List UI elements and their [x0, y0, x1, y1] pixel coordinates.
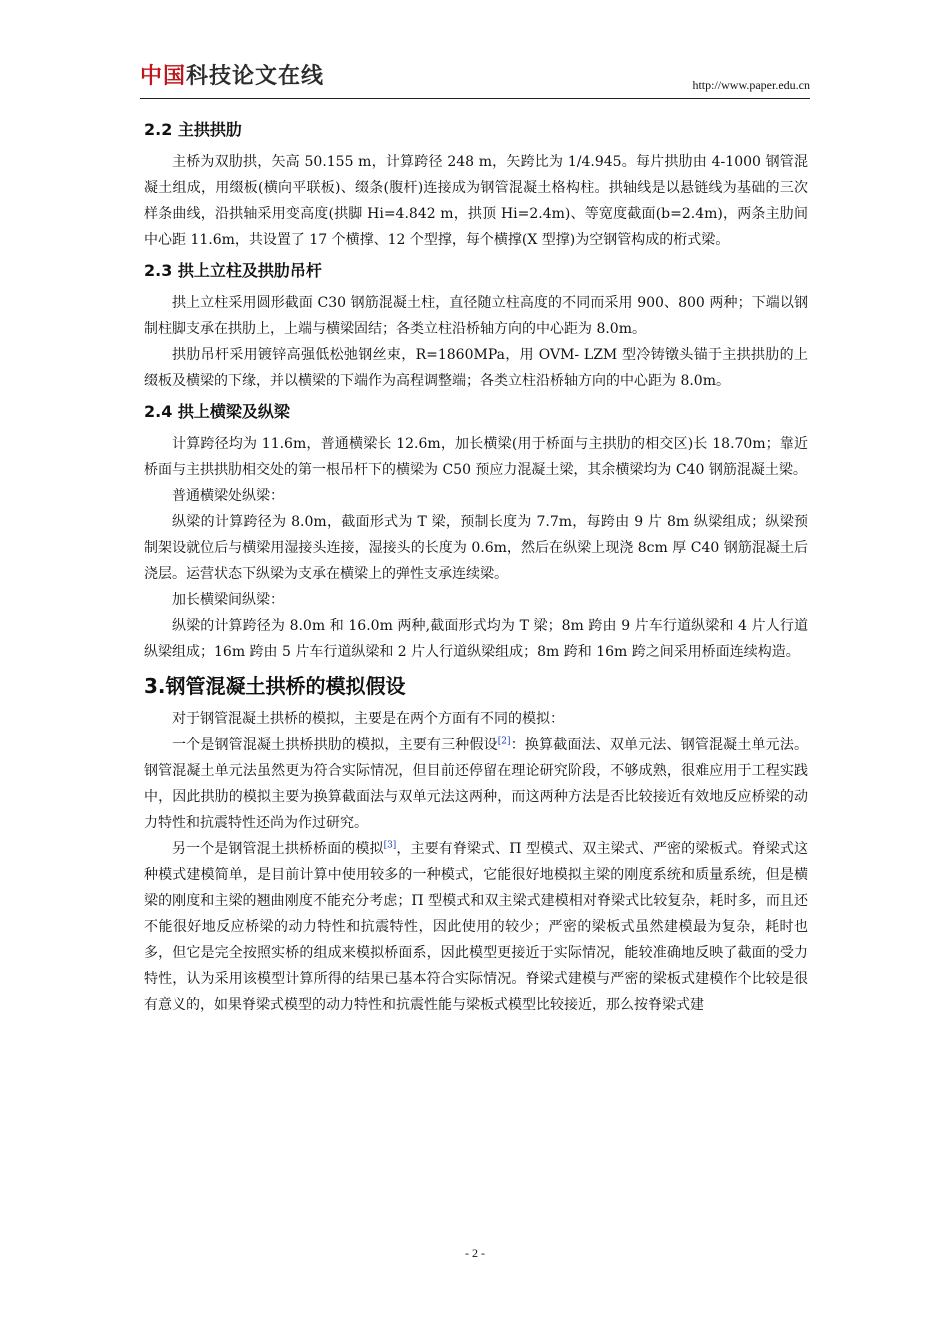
paragraph: 主桥为双肋拱，矢高 50.155 m，计算跨径 248 m，矢跨比为 1/4.945。每片拱肋由 4-1000 钢管混凝土组成，用缀板(横向平联板)、缀条(腹杆)连接成为钢管混凝土格构柱。拱轴线是以悬链线为基础的三次样条曲线，沿拱轴采用变高度(拱脚 Hi=4.842 m，拱顶 Hi=2.4m)、等宽度截面(b=2.4m)，两条主肋间中心距 11.6m，共设置了 17 个横撑、12 个型撑，每个横撑(X 型撑)为空钢管构成的桁式梁。	[144, 154, 808, 248]
logo-red-text: 中国	[140, 64, 187, 89]
section-heading-2-4: 2.4 拱上横梁及纵梁	[144, 402, 290, 421]
logo-dark-text: 科技论文在线	[186, 64, 325, 89]
paragraph-text: ：换算截面法、双单元法、钢管混凝土单元法。钢管混凝土单元法虽然更为符合实际情况，但目前还停留在理论研究阶段，不够成熟，很难应用于工程实践中，因此拱肋的模拟主要为换算截面法与双单元法这两种，而这两种方法是否比较接近有效地反应桥梁的动力特性和抗震特性还尚为作过研究。	[144, 737, 809, 831]
citation-ref-3[interactable]: [3]	[383, 840, 397, 851]
header-divider	[140, 98, 810, 99]
paragraph: 加长横梁间纵梁：	[172, 592, 284, 608]
citation-ref-2[interactable]: [2]	[497, 736, 511, 747]
paragraph: 纵梁的计算跨径为 8.0m，截面形式为 T 梁，预制长度为 7.7m，每跨由 9 片 8m 纵梁组成；纵梁预制架设就位后与横梁用湿接头连接，湿接头的长度为 0.6m，然后在纵梁上现浇 8cm 厚 C40 钢筋混凝土后浇层。运营状态下纵梁为支承在横梁上的弹性支承连续梁。	[144, 514, 808, 582]
section-heading-2-3: 2.3 拱上立柱及拱肋吊杆	[144, 261, 322, 280]
header-url[interactable]: http://www.paper.edu.cn	[692, 78, 810, 92]
section-heading-2-2: 2.2 主拱拱肋	[144, 120, 242, 139]
paragraph-text: ，主要有脊梁式、Π 型模式、双主梁式、严密的梁板式。脊梁式这种模式建模简单，是目前计算中使用较多的一种模式，它能很好地模拟主梁的刚度系统和质量系统，但是横梁的刚度和主梁的翘曲刚度不能充分考虑；Π 型模式和双主梁式建模相对脊梁式比较复杂，耗时多，而且还不能很好地反应桥梁的动力特性和抗震特性，因此使用的较少；严密的梁板式虽然建模最为复杂，耗时也多，但它是完全按照实桥的组成来模拟桥面系，因此模型更接近于实际情况，能较准确地反映了截面的受力特性，认为采用该模型计算所得的结果已基本符合实际情况。脊梁式建模与严密的梁板式建模作个比较是很有意义的，如果脊梁式模型的动力特性和抗震性能与梁板式模型比较接近，那么按脊梁式建	[144, 841, 808, 1013]
paragraph-text: 另一个是钢管混土拱桥桥面的模拟	[172, 841, 384, 857]
page-header	[140, 62, 810, 96]
paragraph: 拱肋吊杆采用镀锌高强低松弛钢丝束，R=1860MPa，用 OVM- LZM 型冷铸镦头锚于主拱拱肋的上缀板及横梁的下缘，并以横梁的下端作为高程调整端；各类立柱沿桥轴方向的中心距为 8.0m。	[144, 347, 808, 389]
site-logo[interactable]	[140, 64, 324, 90]
paragraph	[144, 836, 808, 1018]
section-heading-3: 3.钢管混凝土拱桥的模拟假设	[144, 674, 406, 698]
page-number: - 2 -	[465, 1246, 485, 1260]
paragraph: 普通横梁处纵梁：	[172, 488, 284, 504]
paragraph: 拱上立柱采用圆形截面 C30 钢筋混凝土柱，直径随立柱高度的不同而采用 900、800 两种；下端以钢制柱脚支承在拱肋上，上端与横梁固结；各类立柱沿桥轴方向的中心距为 8.0m。	[144, 295, 808, 337]
paragraph	[144, 732, 808, 836]
article-body	[144, 112, 808, 1018]
paragraph: 对于钢管混凝土拱桥的模拟，主要是在两个方面有不同的模拟：	[172, 711, 564, 727]
paragraph-text: 一个是钢管混凝土拱桥拱肋的模拟，主要有三种假设	[172, 737, 498, 753]
paragraph: 计算跨径均为 11.6m，普通横梁长 12.6m，加长横梁(用于桥面与主拱肋的相交区)长 18.70m；靠近桥面与主拱拱肋相交处的第一根吊杆下的横梁为 C50 预应力混凝土梁，其余横梁均为 C40 钢筋混凝土梁。	[144, 436, 808, 478]
paragraph: 纵梁的计算跨径为 8.0m 和 16.0m 两种,截面形式均为 T 梁；8m 跨由 9 片车行道纵梁和 4 片人行道纵梁组成；16m 跨由 5 片车行道纵梁和 2 片人行道纵梁组成；8m 跨和 16m 跨之间采用桥面连续构造。	[144, 618, 808, 660]
